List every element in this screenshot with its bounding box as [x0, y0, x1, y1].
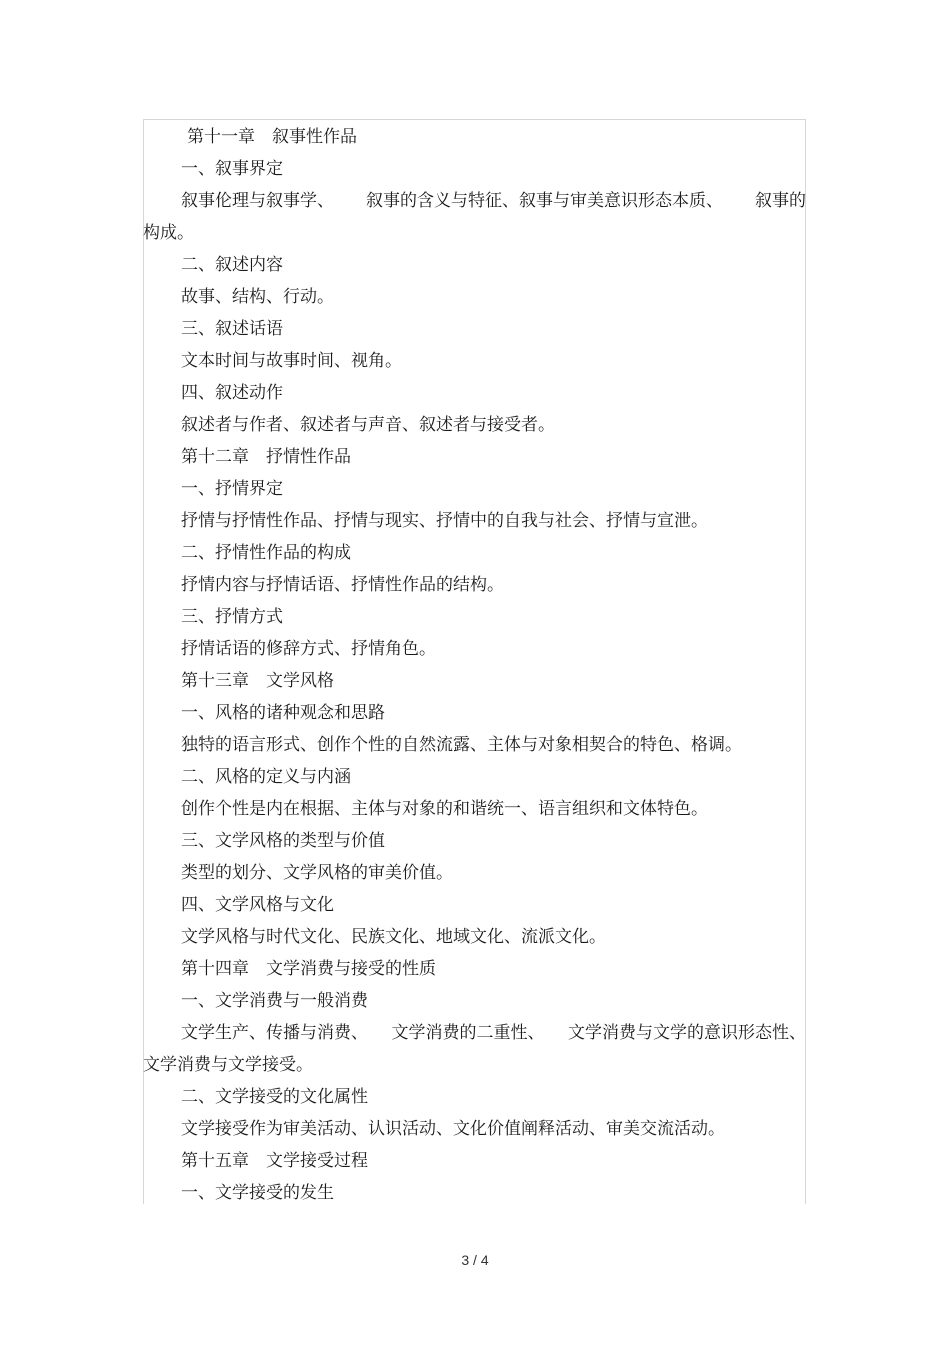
section-heading: 三、抒情方式: [181, 607, 283, 627]
section-heading: 四、文学风格与文化: [181, 895, 334, 915]
section-heading: 一、风格的诸种观念和思路: [181, 703, 385, 723]
section-heading: 一、抒情界定: [181, 479, 283, 499]
paragraph-segment: 文学生产、传播与消费、: [181, 1023, 368, 1043]
section-heading: 四、叙述动作: [181, 383, 283, 403]
paragraph-line: 抒情话语的修辞方式、抒情角色。: [181, 639, 436, 659]
paragraph-segment: 文学消费与文学的意识形态性、: [568, 1023, 806, 1043]
paragraph-segment: 叙事伦理与叙事学、: [181, 191, 334, 211]
paragraph-line: 文学消费与文学接受。: [143, 1055, 313, 1075]
paragraph-segment: 叙事的含义与特征、叙事与审美意识形态本质、: [366, 191, 723, 211]
paragraph-line: 故事、结构、行动。: [181, 287, 334, 307]
chapter-heading: 第十二章 抒情性作品: [181, 447, 351, 467]
paragraph-line: 文学风格与时代文化、民族文化、地域文化、流派文化。: [181, 927, 606, 947]
paragraph-line: 创作个性是内在根据、主体与对象的和谐统一、语言组织和文体特色。: [181, 799, 708, 819]
paragraph-line: 类型的划分、文学风格的审美价值。: [181, 863, 453, 883]
chapter-heading: 第十五章 文学接受过程: [181, 1151, 368, 1171]
section-heading: 二、文学接受的文化属性: [181, 1087, 368, 1107]
paragraph-line: 抒情内容与抒情话语、抒情性作品的结构。: [181, 575, 504, 595]
section-heading: 二、叙述内容: [181, 255, 283, 275]
paragraph-segment: 叙事的: [755, 191, 806, 211]
page-number: 3 / 4: [461, 1252, 489, 1268]
paragraph-line: [143, 191, 806, 211]
section-heading: 一、文学接受的发生: [181, 1183, 334, 1203]
section-heading: 三、文学风格的类型与价值: [181, 831, 385, 851]
paragraph-line: 文学接受作为审美活动、认识活动、文化价值阐释活动、审美交流活动。: [181, 1119, 725, 1139]
section-heading: 一、叙事界定: [181, 159, 283, 179]
paragraph-line: 构成。: [143, 223, 194, 243]
chapter-heading: 第十四章 文学消费与接受的性质: [181, 959, 436, 979]
chapter-heading: 第十一章 叙事性作品: [187, 127, 357, 147]
section-heading: 一、文学消费与一般消费: [181, 991, 368, 1011]
section-heading: 二、风格的定义与内涵: [181, 767, 351, 787]
paragraph-line: [143, 1023, 806, 1043]
paragraph-line: 叙述者与作者、叙述者与声音、叙述者与接受者。: [181, 415, 555, 435]
section-heading: 二、抒情性作品的构成: [181, 543, 351, 563]
paragraph-line: 独特的语言形式、创作个性的自然流露、主体与对象相契合的特色、格调。: [181, 735, 742, 755]
chapter-heading: 第十三章 文学风格: [181, 671, 334, 691]
paragraph-line: 文本时间与故事时间、视角。: [181, 351, 402, 371]
paragraph-line: 抒情与抒情性作品、抒情与现实、抒情中的自我与社会、抒情与宣泄。: [181, 511, 708, 531]
paragraph-segment: 文学消费的二重性、: [391, 1023, 545, 1043]
section-heading: 三、叙述话语: [181, 319, 283, 339]
